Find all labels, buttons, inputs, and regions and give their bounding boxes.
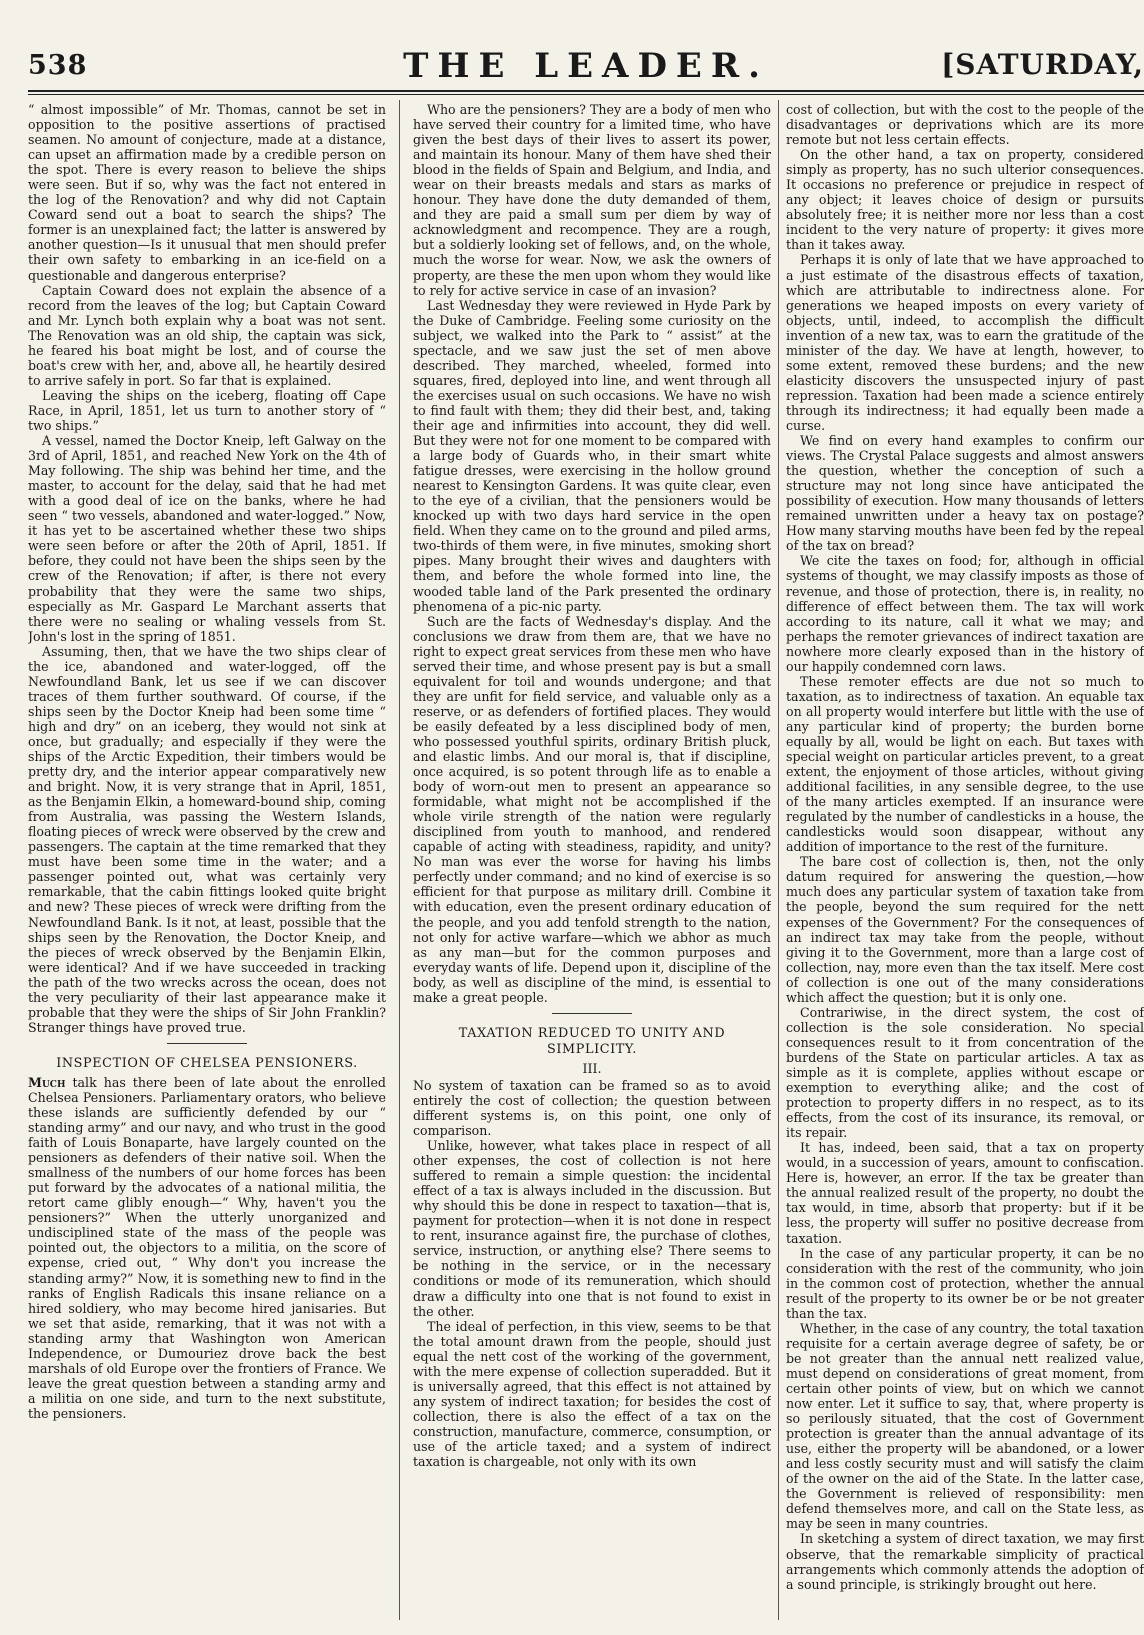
col3-paragraph: Contrariwise, in the direct system, the cost of collection is the sole consideration. No special consequences result to it from concentration of the burdens of the State on particular articles. A tax as simple as it is complete, applies without escape or exemption to everything alike; and the cost of protection to property differs in no respect, as to its effects, from the cost of its insurance, its removal, or its repair. (786, 1004, 1144, 1141)
section-title-chelsea: INSPECTION OF CHELSEA PENSIONERS. (56, 1055, 358, 1071)
page-number: 538 (28, 50, 88, 81)
col1-paragraph: Assuming, then, that we have the two ships clear of the ice, abandoned and water-logged, off the Newfoundland Bank, let us see if we can discover traces of them further southward. Of course, if the ships seen by the Doctor Kneip had been some time “ high and dry” on an iceberg, they would not sink at once, but gradually; and especially if they were the ships of the Arctic Expedition, their timbers would be pretty dry, and the interior appear comparatively new and bright. Now, it is very strange that in April, 1851, as the Benjamin Elkin, a homeward-bound ship, coming from Australia, was passing the Western Islands, floating pieces of wreck were observed by the crew and passengers. The captain at the time remarked that they must have been some time in the water; and a passenger pointed out, what was certainly very remarkable, that the cabin fittings looked quite bright and new? These pieces of wreck were drifting from the Newfoundland Bank. Is it not, at least, possible that the ships seen by the Renovation, the Doctor Kneip, and the pieces of wreck observed by the Benjamin Elkin, were identical? And if we have succeeded in tracking the path of the two wrecks across the ocean, does not the very peculiarity of their last appearance make it probable that they were the ships of Sir John Franklin? Stranger things have proved true. (28, 643, 386, 1035)
header-rule-thick (28, 90, 1144, 92)
col1-paragraph: A vessel, named the Doctor Kneip, left Galway on the 3rd of April, 1851, and reached New York on the 4th of May following. The ship was behind her time, and the master, to account for the delay, said that he had met with a good deal of ice on the banks, where he had seen “ two vessels, abandoned and water-logged.” Now, it has yet to be ascertained whether these two ships were seen before or after the 20th of April, 1851. If before, they could not have been the ships seen by the crew of the Renovation; if after, is there not every probability that they were the same two ships, especially as Mr. Gaspard Le Marchant asserts that there were no sealing or whaling vessels from St. John's lost in the spring of 1851. (28, 433, 386, 644)
col1-section-text: talk has there been of late about the enrolled Chelsea Pensioners. Parliamentary orators, who believe these islands are sufficiently defended by our “ standing army” and our navy, and who trust in the good faith of Louis Bonaparte, have largely counted on the pensioners as defenders of their native soil. When the smallness of the numbers of our home forces has been put forward by the advocates of a national militia, the retort came glibly enough—“ Why, haven't you the pensioners?” When the utterly unorganized and undisciplined state of the mass of the people was pointed out, the objectors to a militia, on the score of expense, cried out, “ Why don't you increase the standing army?” Now, it is something new to find in the ranks of English Radicals this insane reliance on a hired soldiery, who may become hired janisaries. But we set that aside, remarking, that it was not with a standing army that Washington won American Independence, or Dumouriez drove back the best marshals of old Europe over the frontiers of France. We leave the great question between a standing army and a militia on one side, and turn to the next substitute, the pensioners. (28, 1074, 386, 1421)
col3-paragraph: Perhaps it is only of late that we have approached to a just estimate of the disastrous effects of taxation, which are attributable to indirectness alone. For generations we heaped imposts on every variety of objects, until, indeed, to accomplish the difficult invention of a new tax, was to earn the gratitude of the minister of the day. We have at length, however, to some extent, removed these burdens; and the new elasticity discovers the unsuspected injury of past repression. Taxation had been made a science entirely through its indirectness; it had equally been made a curse. (786, 252, 1144, 433)
col2-section-paragraph: Unlike, however, what takes place in respect of all other expenses, the cost of collection is not here suffered to remain a simple question: the incidental effect of a tax is always included in the discussion. But why should this be done in respect to taxation—that is, payment for protection—when it is not done in respect to rent, insurance against fire, the purchase of clothes, service, instruction, or anything else? There seems to be nothing in the service, or in the necessary conditions or mode of its remuneration, which should draw a difficulty into one that is not found to exist in the other. (413, 1138, 771, 1319)
col3-paragraph: It has, indeed, been said, that a tax on property would, in a succession of years, amount to confiscation. Here is, however, an error. If the tax be greater than the annual realized result of the property, no doubt the tax would, in time, absorb that property: but if it be less, the property will suffer no positive decrease from taxation. (786, 1140, 1144, 1246)
col3-paragraph: On the other hand, a tax on property, considered simply as property, has no such ulterior consequences. It occasions no preference or prejudice in respect of any object; it leaves choice of design or pursuits absolutely free; it is neither more nor less than a cost incident to the very nature of property: it gives more than it takes away. (786, 147, 1144, 253)
column-divider-2 (778, 100, 779, 1620)
col3-paragraph: In the case of any particular property, it can be no consideration with the rest of the community, who join in the common cost of protection, whether the annual result of the property to its owner be or be not greater than the tax. (786, 1245, 1144, 1321)
section-title-taxation: TAXATION REDUCED TO UNITY AND SIMPLICITY. (458, 1025, 726, 1057)
col1-paragraph: Captain Coward does not explain the absence of a record from the leaves of the log; but Captain Coward and Mr. Lynch both explain why a boat was not sent. The Renovation was an old ship, the captain was sick, he feared his boat might be lost, and of course the boat's crew with her, and, above all, he heartily desired to arrive safely in port. So far that is explained. (28, 282, 386, 388)
col2-paragraph: Such are the facts of Wednesday's display. And the conclusions we draw from them are, that we have no right to expect great services from these men who have served their time, and whose present pay is but a small equivalent for toil and wounds undergone; and that they are unfit for field service, and valuable only as a reserve, or as defenders of fortified places. They would be easily defeated by a less disciplined body of men, who possessed youthful spirits, ordinary British pluck, and elastic limbs. And our moral is, that if discipline, once acquired, is so potent through life as to enable a body of worn-out men to present an appearance so formidable, what might not be accomplished if the whole virile strength of the nation were regularly disciplined from youth to manhood, and rendered capable of acting with steadiness, rapidity, and unity? No man was ever the worse for having his limbs perfectly under command; and no kind of exercise is so efficient for that purpose as military drill. Combine it with education, even the present ordinary education of the people, and you add tenfold strength to the nation, not only for active warfare—which we abhor as much as any man—but for the common purposes and everyday wants of life. Depend upon it, discipline of the body, as well as discipline of the mind, is essential to make a great people. (413, 613, 771, 1005)
col3-paragraph: We find on every hand examples to confirm our views. The Crystal Palace suggests and almost answers the question, whether the conception of such a structure may not long since have anticipated the possibility of execution. How many thousands of letters remained unwritten under a heavy tax on postage? How many starving mouths have been fed by the repeal of the tax on bread? (786, 433, 1144, 554)
column-1 (28, 102, 386, 1622)
col2-paragraph: Last Wednesday they were reviewed in Hyde Park by the Duke of Cambridge. Feeling some curiosity on the subject, we walked into the Park to “ assist” at the spectacle, and we saw just the set of men above described. They marched, wheeled, formed into squares, fired, deployed into line, and went through all the exercises usual on such occasions. We have no wish to find fault with them; they did their best, and, taking their age and infirmities into account, they did well. But they were not for one moment to be compared with a large body of Guards who, in their smart white fatigue dresses, were exercising in the hollow ground nearest to Kensington Gardens. It was quite clear, even to the eye of a civilian, that the pensioners would be knocked up with two days hard service in the open field. When they came on to the ground and piled arms, two-thirds of them were, in five minutes, smoking short pipes. Many brought their wives and daughters with them, and before the whole formed into line, the wooded table land of the Park presented the ordinary phenomena of a pic-nic party. (413, 297, 771, 614)
col3-paragraph: Whether, in the case of any country, the total taxation requisite for a certain average degree of safety, be or be not greater than the annual nett realized value, must depend on considerations of great moment, from certain other points of view, but on which we cannot now enter. Let it suffice to say, that, where property is so perilously situated, that the cost of Government protection is greater than the annual advantage of its use, either the property will be abandoned, or a lower and less costly security must and will satisfy the claim of the owner on the aid of the State. In the latter case, the Government is relieved of responsibility: men defend themselves more, and call on the State less, as may be seen in many countries. (786, 1320, 1144, 1532)
col2-section-paragraph: The ideal of perfection, in this view, seems to be that the total amount drawn from the people, should just equal the nett cost of the working of the government, with the mere expense of collection superadded. But it is universally agreed, that this effect is not attained by any system of indirect taxation; for besides the cost of collection, there is also the effect of a tax on the construction, manufacture, commerce, consumption, or use of the article taxed; and a system of indirect taxation is chargeable, not only with its own (413, 1318, 771, 1470)
col3-paragraph: cost of collection, but with the cost to the people of the disadvantages or deprivations which are its more remote but not less certain effects. (786, 102, 1144, 148)
page-header (28, 46, 1144, 94)
col1-section-paragraph (28, 1075, 386, 1421)
col2-section-paragraph: No system of taxation can be framed so as to avoid entirely the cost of collection; the question between different systems is, on this point, one only of comparison. (413, 1077, 771, 1138)
section-rule (552, 1013, 632, 1014)
column-2 (413, 102, 771, 1622)
col3-paragraph: In sketching a system of direct taxation, we may first observe, that the remarkable simplicity of practical arrangements which commonly attends the adoption of a sound principle, is strikingly brought out here. (786, 1531, 1144, 1592)
section-rule (167, 1043, 247, 1044)
col3-paragraph: The bare cost of collection is, then, not the only datum required for answering the question,—how much does any particular system of taxation take from the people, beyond the sum required for the nett expenses of the Government? For the consequences of an indirect tax may take from the people, without giving it to the Government, more than a large cost of collection, nay, more even than the tax itself. Mere cost of collection is one out of the many considerations which affect the question; but it is only one. (786, 854, 1144, 1005)
col1-paragraph: “ almost impossible” of Mr. Thomas, cannot be set in opposition to the positive assertions of practised seamen. No amount of conjecture, made at a distance, can upset an affirmation made by a credible person on the spot. There is every reason to believe the ships were seen. But if so, why was the fact not entered in the log of the Renovation? and why did not Captain Coward send out a boat to search the ships? The former is an unexplained fact; the latter is answered by another question—Is it unusual that men should prefer their own safety to embarking in an ice-field on a questionable and dangerous enterprise? (28, 102, 386, 283)
col2-paragraph: Who are the pensioners? They are a body of men who have served their country for a limited time, who have given the best days of their lives to assert its power, and maintain its honour. Many of them have shed their blood in the fields of Spain and Belgium, and India, and wear on their breasts medals and stars as marks of honour. They have done the duty demanded of them, and they are paid a small sum per diem by way of acknowledgment and recompence. They are a rough, but a soldierly looking set of fellows, and, on the whole, much the worse for wear. Now, we ask the owners of property, are these the men upon whom they would like to rely for active service in case of an invasion? (413, 102, 771, 298)
col1-paragraph: Leaving the ships on the iceberg, floating off Cape Race, in April, 1851, let us turn to another story of “ two ships.” (28, 387, 386, 433)
col3-paragraph: We cite the taxes on food; for, although in official systems of thought, we may classify imposts as those of revenue, and those of protection, there is, in reality, no difference of effect between them. The tax will work according to its nature, call it what we may; and perhaps the remoter grievances of indirect taxation are nowhere more clearly exposed than in the history of our happily condemned corn laws. (786, 553, 1144, 674)
column-3 (786, 102, 1144, 1622)
section-first-word: Much (28, 1074, 66, 1090)
issue-day: [SATURDAY, (941, 48, 1144, 81)
header-rule-thin (28, 94, 1144, 95)
col3-paragraph: These remoter effects are due not so much to taxation, as to indirectness of taxation. An equable tax on all property would interfere but little with the use of any particular kind of property; the burden borne equally by all, would be light on each. But taxes with special weight on particular articles prevent, to a great extent, the enjoyment of those articles, without giving additional facilities, in any sensible degree, to the use of the many articles exempted. If an insurance were regulated by the number of candlesticks in a house, the candlesticks would soon disappear, without any addition of importance to the rest of the furniture. (786, 673, 1144, 855)
section-number: III. (582, 1060, 602, 1076)
masthead: THE LEADER. (403, 46, 769, 86)
column-divider-1 (399, 100, 400, 1620)
